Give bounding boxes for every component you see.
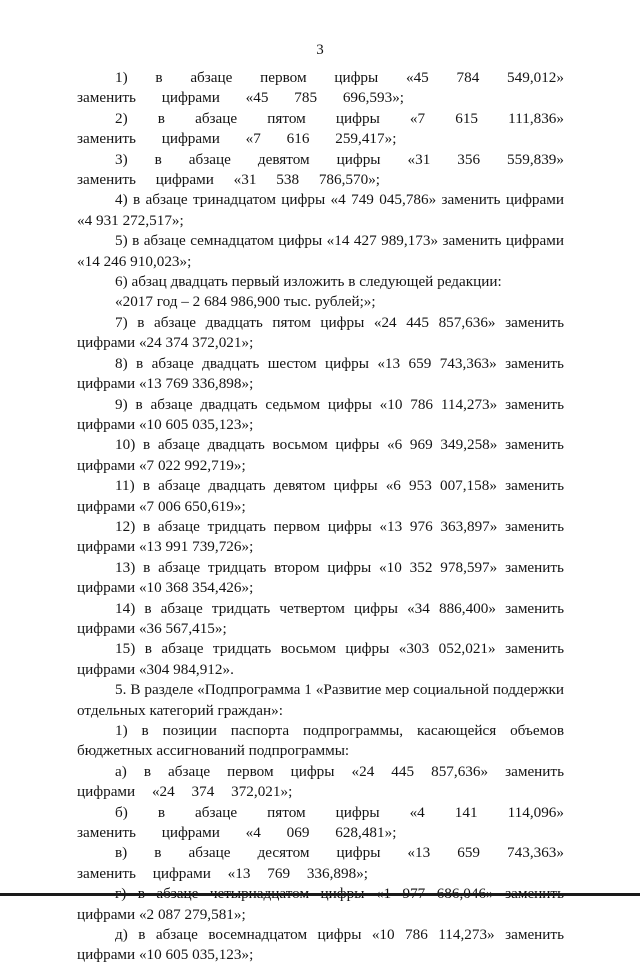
paragraph: д) в абзаце восемнадцатом цифры «10 786 114,273» заменить цифрами «10 605 035,123»; — [77, 926, 564, 964]
paragraph: 4) в абзаце тринадцатом цифры «4 749 045,786» заменить цифрами «4 931 272,517»; — [77, 191, 564, 229]
paragraph: 13) в абзаце тридцать втором цифры «10 352 978,597» заменить цифрами «10 368 354,426»; — [77, 558, 564, 597]
paragraph: цифрами «2 087 279,581»; — [77, 905, 246, 923]
paragraph: 10) в абзаце двадцать восьмом цифры «6 969 349,258» заменить цифрами «7 022 992,719»; — [77, 436, 564, 474]
paragraph: 8) в абзаце двадцать шестом цифры «13 659 743,363» заменить цифрами «13 769 336,898»; — [77, 354, 564, 393]
paragraph: 14) в абзаце тридцать четвертом цифры «34 886,400» заменить цифрами «36 567,415»; — [77, 599, 564, 637]
paragraph: «2017 год – 2 684 986,900 тыс. рублей;»; — [115, 293, 376, 311]
paragraph: б) в абзаце пятом цифры «4 141 114,096» заменить цифрами «4 069 628,481»; — [77, 803, 564, 842]
bottom-rule — [0, 893, 640, 896]
paragraph: в) в абзаце десятом цифры «13 659 743,363» заменить цифрами «13 769 336,898»; — [77, 844, 564, 882]
paragraph: а) в абзаце первом цифры «24 445 857,636» заменить цифрами «24 374 372,021»; — [77, 762, 564, 801]
paragraph: 9) в абзаце двадцать седьмом цифры «10 786 114,273» заменить цифрами «10 605 035,123»; — [77, 395, 564, 433]
paragraph: 7) в абзаце двадцать пятом цифры «24 445 857,636» заменить цифрами «24 374 372,021»; — [77, 313, 564, 352]
paragraph: 5) в абзаце семнадцатом цифры «14 427 989,173» заменить цифрами «14 246 910,023»; — [77, 232, 564, 270]
paragraph: 12) в абзаце тридцать первом цифры «13 976 363,897» заменить цифрами «13 991 739,726»; — [77, 517, 564, 556]
paragraph: 11) в абзаце двадцать девятом цифры «6 953 007,158» заменить цифрами «7 006 650,619»; — [77, 477, 564, 515]
page-number: 3 — [316, 42, 324, 58]
paragraph: 3) в абзаце девятом цифры «31 356 559,839» заменить цифрами «31 538 786,570»; — [77, 150, 564, 189]
paragraph: 5. В разделе «Подпрограмма 1 «Развитие мер социальной поддержки отдельных категорий граждан»: — [77, 681, 564, 719]
paragraph: 1) в позиции паспорта подпрограммы, касающейся объемов бюджетных ассигнований подпрограммы: — [77, 722, 564, 760]
paragraph: 15) в абзаце тридцать восьмом цифры «303 052,021» заменить цифрами «304 984,912». — [77, 640, 564, 678]
paragraph: 2) в абзаце пятом цифры «7 615 111,836» заменить цифрами «7 616 259,417»; — [77, 109, 564, 148]
document-body — [77, 68, 564, 966]
paragraph: 1) в абзаце первом цифры «45 784 549,012» заменить цифрами «45 785 696,593»; — [77, 69, 564, 107]
paragraph: 6) абзац двадцать первый изложить в следующей редакции: — [115, 273, 502, 291]
